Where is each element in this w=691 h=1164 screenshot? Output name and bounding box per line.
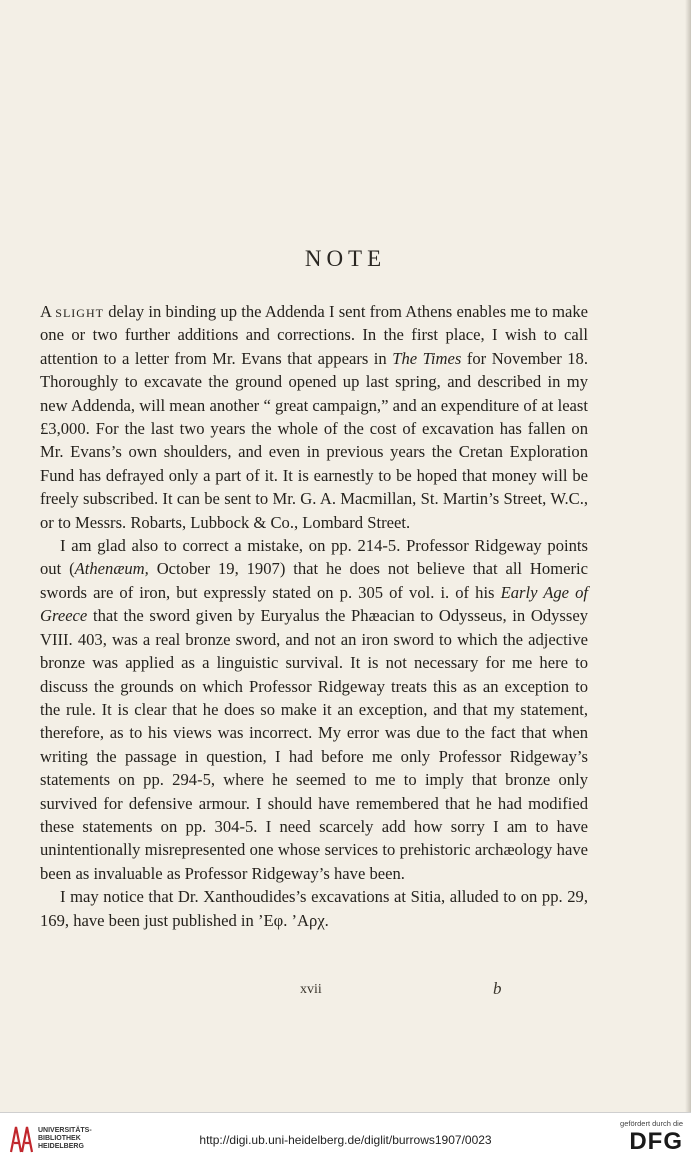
library-name-line-3: HEIDELBERG bbox=[38, 1143, 84, 1150]
text-run: that the sword given by Euryalus the Phæacian to Odysseus, in Odyssey VIII. 403, was a real bronze sword, and not an iron sword to which the adjective bronze was applied as a linguistic survival. It is not necessary for me here to discuss the grounds on which Professor Ridgeway treats this as an exception to the rule. It is clear that he does so make it an exception, and that my statement, therefore, as to his views was incorrect. My error was due to the fact that when writing the passage in question, I had before me only Professor Ridgeway’s statements on pp. 294-5, where he seemed to me to imply that bronze only survived for defensive armour. I should have remembered that he had modified these statements on pp. 304-5. I need scarcely add how sorry I am to have unintentionally misrepresented one whose services to prehistoric archæology have been as invaluable as Professor Ridgeway’s have been. bbox=[40, 606, 588, 883]
text-run: slight bbox=[55, 302, 104, 321]
text-run: A bbox=[40, 302, 56, 321]
library-name-line-1: UNIVERSITÄTS- bbox=[38, 1127, 92, 1134]
text-run: Early Age of Greece bbox=[40, 582, 588, 626]
dfg-logo: DFG bbox=[629, 1128, 683, 1155]
permalink-url[interactable]: http://digi.ub.uni-heidelberg.de/diglit/burrows1907/0023 bbox=[199, 1133, 492, 1147]
text-run: I may notice that Dr. Xanthoudides’s excavations at Sitia, alluded to on pp. 29, 169, have been just published in ’Εφ. ’Αρχ. bbox=[40, 887, 588, 930]
paragraph bbox=[40, 300, 588, 534]
viewer-footer-bar bbox=[0, 1112, 691, 1164]
text-run: for November 18. Thoroughly to excavate the ground opened up last spring, and described in my new Addenda, will mean another “ great campaign,” and an expenditure of at least £3,000. For the last two years the whole of the cost of excavation has fallen on Mr. Evans’s own shoulders, and even in previous years the Cretan Exploration Fund has defrayed only a part of it. It is earnestly to be hoped that money will be freely subscribed. It can be sent to Mr. G. A. Macmillan, St. Martin’s Street, W.C., or to Messrs. Robarts, Lubbock & Co., Lombard Street. bbox=[40, 348, 588, 532]
text-run: delay in binding up the Addenda I sent from Athens enables me to make one or two further additions and corrections. In the first place, I wish to call attention to a letter from Mr. Evans that appears in bbox=[40, 302, 588, 368]
page-edge-shadow bbox=[685, 0, 691, 1112]
funder-block bbox=[620, 1119, 683, 1156]
folio-number: xvii bbox=[300, 982, 322, 997]
paragraph bbox=[40, 885, 588, 932]
text-run: The Times bbox=[392, 348, 462, 368]
body-text bbox=[40, 300, 588, 932]
signature-mark: b bbox=[493, 979, 502, 998]
text-run: Athenæum, bbox=[74, 559, 149, 579]
funder-label: gefördert durch die bbox=[620, 1119, 683, 1128]
text-run: October 19, 1907) that he does not believe that all Homeric swords are of iron, but expressly stated on p. 305 of vol. i. of his bbox=[40, 559, 588, 602]
text-run: I am glad also to correct a mistake, on pp. 214-5. Professor Ridgeway points out ( bbox=[40, 536, 588, 579]
paragraph bbox=[40, 534, 588, 885]
page-title: NOTE bbox=[304, 246, 387, 271]
library-name-line-2: BIBLIOTHEK bbox=[38, 1135, 81, 1142]
